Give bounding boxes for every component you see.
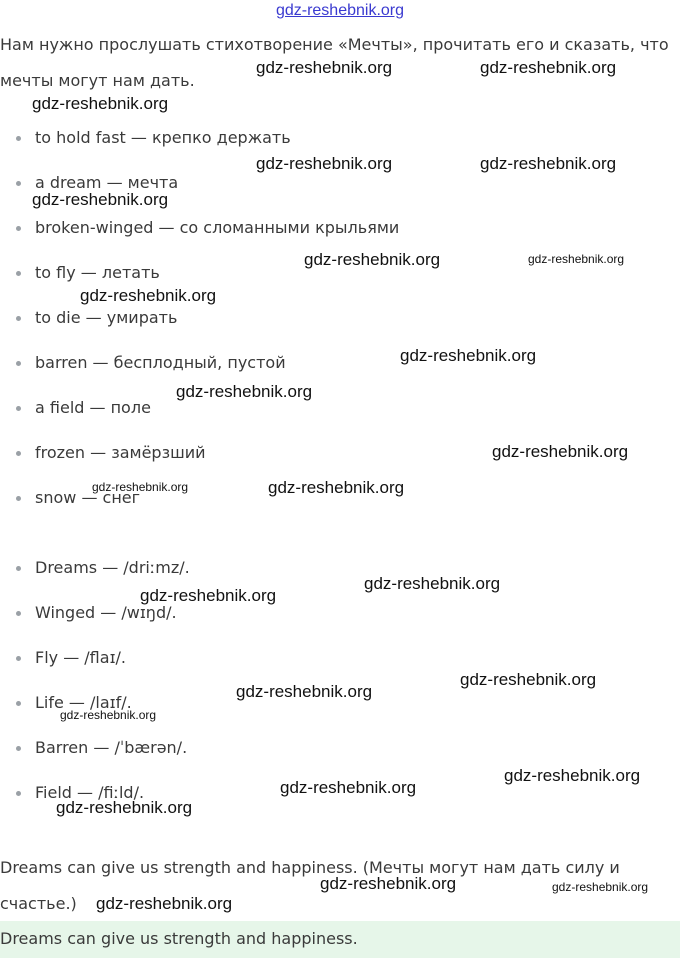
pronunciation-item-text: Fly — /flaɪ/.	[35, 648, 126, 667]
watermark-text: gdz-reshebnik.org	[140, 586, 277, 605]
watermark-text: gdz-reshebnik.org	[56, 798, 193, 817]
watermark-text: gdz-reshebnik.org	[92, 480, 189, 494]
watermark-text: gdz-reshebnik.org	[304, 250, 441, 269]
vocabulary-item-text: frozen — замёрзший	[35, 443, 206, 462]
vocabulary-item-text: to hold fast — крепко держать	[35, 128, 291, 147]
pronunciation-item-text: Dreams — /driːmz/.	[35, 558, 190, 577]
bullet-icon	[16, 271, 21, 276]
vocabulary-item-text: to die — умирать	[35, 308, 178, 327]
watermark-text: gdz-reshebnik.org	[256, 154, 393, 173]
bullet-icon	[16, 746, 21, 751]
vocabulary-item-text: a dream — мечта	[35, 173, 179, 192]
watermark-text: gdz-reshebnik.org	[492, 442, 629, 461]
pronunciation-item-text: Life — /laɪf/.	[35, 693, 132, 712]
watermark-text: gdz-reshebnik.org	[552, 880, 649, 894]
pronunciation-item-text: Winged — /wɪŋd/.	[35, 603, 177, 622]
bullet-icon	[16, 406, 21, 411]
watermark-text: gdz-reshebnik.org	[32, 190, 169, 209]
vocabulary-item-text: broken-winged — со сломанными крыльями	[35, 218, 400, 237]
watermark-text: gdz-reshebnik.org	[32, 94, 169, 113]
pronunciation-item-text: Barren — /ˈbærən/.	[35, 738, 188, 757]
watermark-text: gdz-reshebnik.org	[80, 286, 217, 305]
watermark-text: gdz-reshebnik.org	[400, 346, 537, 365]
intro-paragraph: Нам нужно прослушать стихотворение «Мечты», прочитать его и сказать, что мечты могут нам дать.	[0, 35, 669, 90]
watermark-text: gdz-reshebnik.org	[364, 574, 501, 593]
watermark-text: gdz-reshebnik.org	[460, 670, 597, 689]
watermark-text: gdz-reshebnik.org	[256, 58, 393, 77]
bullet-icon	[16, 226, 21, 231]
watermark-text: gdz-reshebnik.org	[60, 708, 157, 722]
bullet-icon	[16, 496, 21, 501]
vocabulary-item-text: snow — снег	[35, 488, 141, 507]
answer-text: Dreams can give us strength and happiness.	[0, 929, 358, 948]
watermark-text: gdz-reshebnik.org	[480, 154, 617, 173]
vocabulary-item-text: a field — поле	[35, 398, 151, 417]
bullet-icon	[16, 316, 21, 321]
summary-paragraph: Dreams can give us strength and happiness. (Мечты могут нам дать силу и счастье.)	[0, 858, 620, 913]
watermark-text: gdz-reshebnik.org	[268, 478, 405, 497]
watermark-text: gdz-reshebnik.org	[96, 894, 233, 913]
bullet-icon	[16, 361, 21, 366]
header-watermark[interactable]: gdz-reshebnik.org	[275, 2, 405, 19]
answer-box	[0, 921, 680, 958]
watermark-text: gdz-reshebnik.org	[176, 382, 313, 401]
bullet-icon	[16, 656, 21, 661]
pronunciation-item-text: Field — /fiːld/.	[35, 783, 145, 802]
watermark-text: gdz-reshebnik.org	[528, 252, 625, 266]
bullet-icon	[16, 451, 21, 456]
bullet-icon	[16, 181, 21, 186]
vocabulary-item-text: to fly — летать	[35, 263, 160, 282]
bullet-icon	[16, 791, 21, 796]
bullet-icon	[16, 136, 21, 141]
bullet-icon	[16, 611, 21, 616]
watermark-text: gdz-reshebnik.org	[504, 766, 641, 785]
vocabulary-item-text: barren — бесплодный, пустой	[35, 353, 286, 372]
watermark-text: gdz-reshebnik.org	[280, 778, 417, 797]
watermark-text: gdz-reshebnik.org	[320, 874, 457, 893]
bullet-icon	[16, 566, 21, 571]
bullet-icon	[16, 701, 21, 706]
watermark-text: gdz-reshebnik.org	[236, 682, 373, 701]
watermark-text: gdz-reshebnik.org	[480, 58, 617, 77]
